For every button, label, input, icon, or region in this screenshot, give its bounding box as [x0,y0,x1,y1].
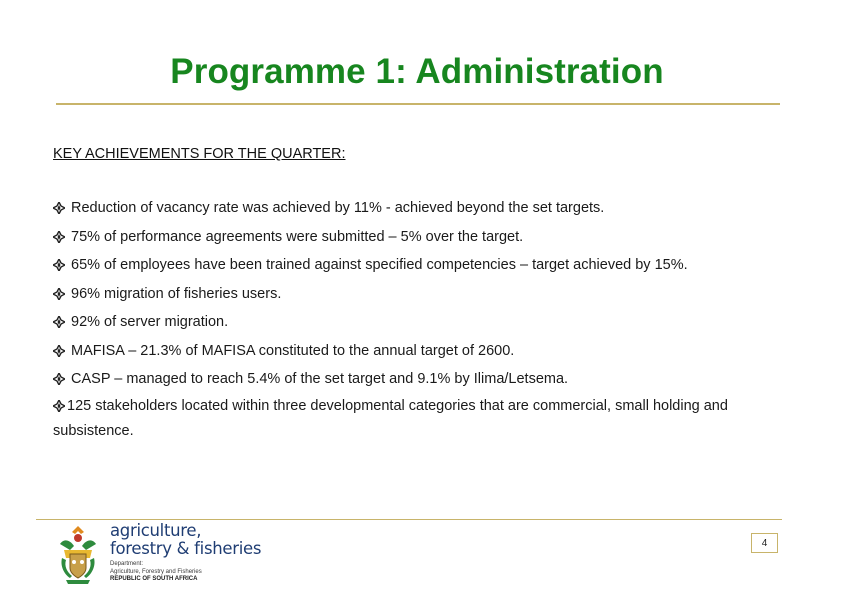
list-item [53,310,228,335]
page-number: 4 [751,533,778,553]
list-item [53,339,514,364]
diamond-bullet-icon [53,367,71,385]
logo-wordmark [110,522,261,558]
diamond-bullet-icon [53,310,71,328]
list-item-text: 96% migration of fisheries users. [71,285,282,302]
logo-line-2: forestry & fisheries [110,539,262,558]
footer-divider [36,519,782,520]
list-item-text: 75% of performance agreements were submitted – 5% over the target. [71,228,524,245]
page-title: Programme 1: Administration [170,52,664,91]
diamond-bullet-icon [53,225,71,243]
list-item-text: 65% of employees have been trained against specified competencies – target achieved by 15%. [71,257,688,273]
diamond-bullet-icon [53,196,71,214]
list-item-text: CASP – managed to reach 5.4% of the set target and 9.1% by Ilima/Letsema. [71,371,569,387]
list-item [53,196,604,221]
diamond-bullet-icon [53,253,71,271]
department-name: Agriculture, Forestry and Fisheries [110,568,202,575]
list-item [53,282,281,307]
list-item [53,367,568,392]
diamond-bullet-icon [53,394,67,412]
list-item [53,225,523,250]
list-item-text: 92% of server migration. [71,314,229,330]
department-logo [54,522,314,588]
section-heading: KEY ACHIEVEMENTS FOR THE QUARTER: [53,146,346,162]
logo-line-1: agriculture, [110,521,202,540]
diamond-bullet-icon [53,339,71,357]
diamond-bullet-icon [53,282,71,300]
list-item [53,394,775,444]
country-name: REPUBLIC OF SOUTH AFRICA [110,576,198,582]
department-caption [110,561,260,584]
coat-of-arms-icon [54,524,102,586]
list-item-text: MAFISA – 21.3% of MAFISA constituted to the annual target of 2600. [71,342,515,359]
list-item-text: 125 stakeholders located within three developmental categories that are commercial, small holding and subsistence. [53,398,728,439]
list-item-text: Reduction of vacancy rate was achieved by 11% - achieved beyond the set targets. [71,200,605,216]
department-label: Department: [110,561,144,567]
title-divider [56,103,780,105]
list-item [53,253,688,278]
